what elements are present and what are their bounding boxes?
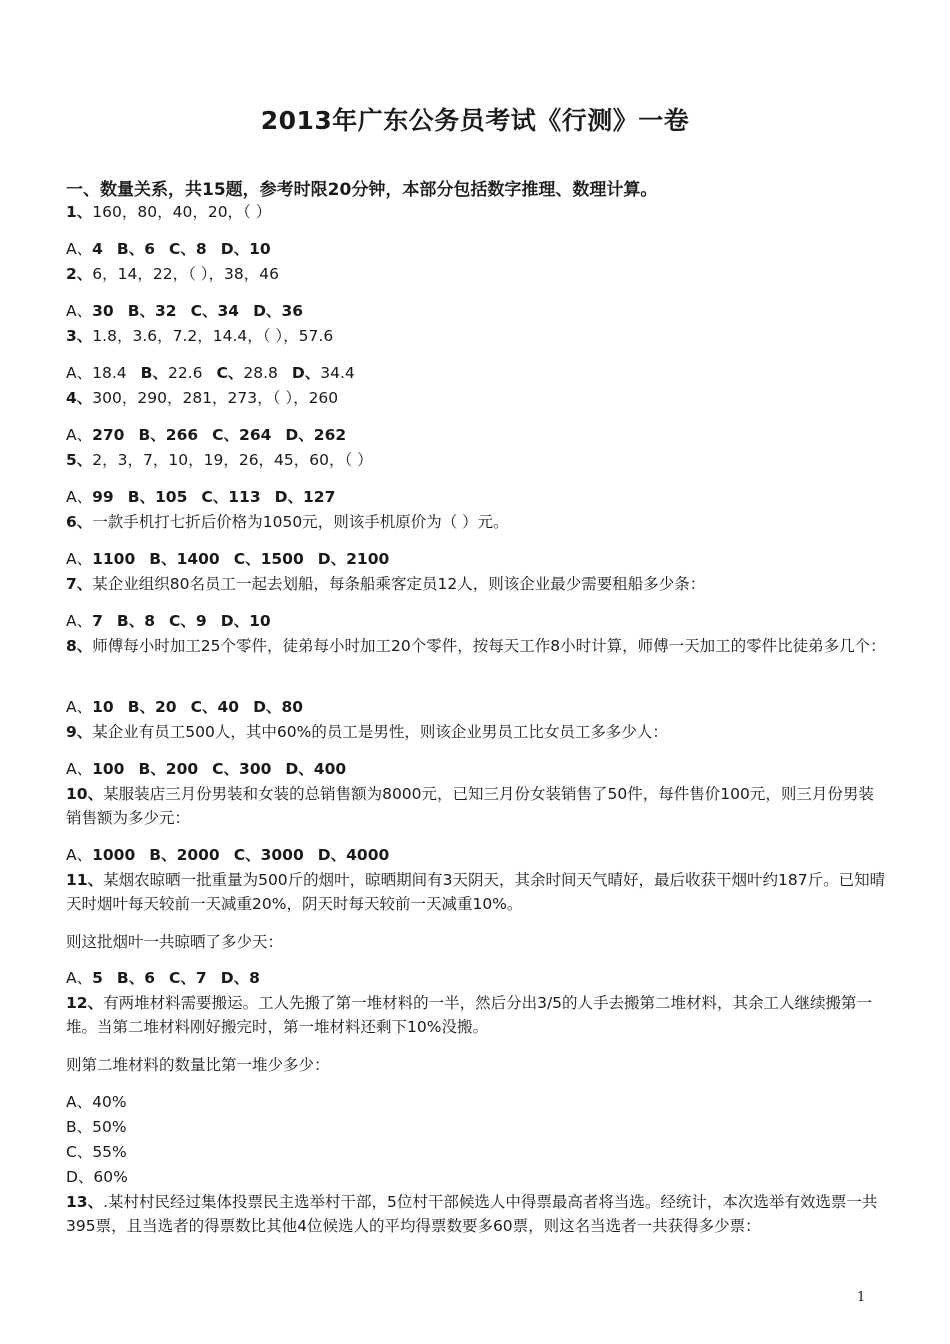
page-number: 1 bbox=[857, 1290, 866, 1305]
question-13: 13、.某村村民经过集体投票民主选举村干部，5位村干部候选人中得票最高者将当选。经统计，本次选举有效选票一共395票，且当选者的得票数比其他4位候选人的平均得票数要多60票，则这名当选者一共获得多少票： bbox=[66, 1193, 878, 1235]
section-heading: 一、数量关系，共15题，参考时限20分钟，本部分包括数字推理、数理计算。 bbox=[66, 180, 658, 200]
question-8-options: A、10 B、20 C、40 D、80 bbox=[66, 698, 304, 716]
question-3: 3、1.8，3.6，7.2，14.4，（ ），57.6 bbox=[66, 327, 334, 345]
question-3-options: A、18.4 B、22.6 C、28.8 D、34.4 bbox=[66, 364, 355, 382]
question-4-options: A、270 B、266 C、264 D、262 bbox=[66, 426, 347, 444]
question-4: 4、300，290，281，273，（ ），260 bbox=[66, 389, 339, 407]
question-7: 7、某企业组织80名员工一起去划船，每条船乘客定员12人，则该企业最少需要租船多少条： bbox=[66, 575, 706, 593]
question-10: 10、某服装店三月份男装和女装的总销售额为8000元，已知三月份女装销售了50件，每件售价100元，则三月份男装销售额为多少元： bbox=[66, 785, 874, 827]
question-11-prompt: 则这批烟叶一共晾晒了多少天： bbox=[66, 933, 284, 951]
question-9: 9、某企业有员工500人，其中60%的员工是男性，则该企业男员工比女员工多多少人： bbox=[66, 723, 668, 741]
question-9-options: A、100 B、200 C、300 D、400 bbox=[66, 760, 347, 778]
question-5-options: A、99 B、105 C、113 D、127 bbox=[66, 488, 336, 506]
question-5: 5、2，3，7，10，19，26，45，60，（ ） bbox=[66, 451, 373, 469]
question-8: 8、师傅每小时加工25个零件，徒弟每小时加工20个零件，按每天工作8小时计算，师傅一天加工的零件比徒弟多几个： bbox=[66, 637, 886, 655]
question-1: 1、160，80，40，20，（ ） bbox=[66, 203, 272, 221]
question-2-options: A、30 B、32 C、34 D、36 bbox=[66, 302, 304, 320]
question-11: 11、某烟农晾晒一批重量为500斤的烟叶，晾晒期间有3天阴天，其余时间天气晴好，最后收获干烟叶约187斤。已知晴天时烟叶每天较前一天减重20%，阴天时每天较前一天减重10%。 bbox=[66, 871, 886, 913]
page-title: 2013年广东公务员考试《行测》一卷 bbox=[260, 106, 690, 135]
question-2: 2、6，14，22，（ ），38，46 bbox=[66, 265, 279, 283]
question-1-options: A、4 B、6 C、8 D、10 bbox=[66, 240, 271, 258]
question-11-options: A、5 B、6 C、7 D、8 bbox=[66, 969, 260, 987]
question-12-option-c: C、55% bbox=[66, 1143, 127, 1161]
question-12-option-a: A、40% bbox=[66, 1093, 127, 1111]
question-12-option-b: B、50% bbox=[66, 1118, 127, 1136]
question-6-options: A、1100 B、1400 C、1500 D、2100 bbox=[66, 550, 390, 568]
question-7-options: A、7 B、8 C、9 D、10 bbox=[66, 612, 271, 630]
question-12-option-d: D、60% bbox=[66, 1168, 128, 1186]
question-6: 6、一款手机打七折后价格为1050元，则该手机原价为（ ）元。 bbox=[66, 513, 509, 531]
question-12: 12、有两堆材料需要搬运。工人先搬了第一堆材料的一半，然后分出3/5的人手去搬第二堆材料，其余工人继续搬第一堆。当第二堆材料刚好搬完时，第一堆材料还剩下10%没搬。 bbox=[66, 994, 873, 1036]
question-12-prompt: 则第二堆材料的数量比第一堆少多少： bbox=[66, 1056, 330, 1074]
question-10-options: A、1000 B、2000 C、3000 D、4000 bbox=[66, 846, 390, 864]
